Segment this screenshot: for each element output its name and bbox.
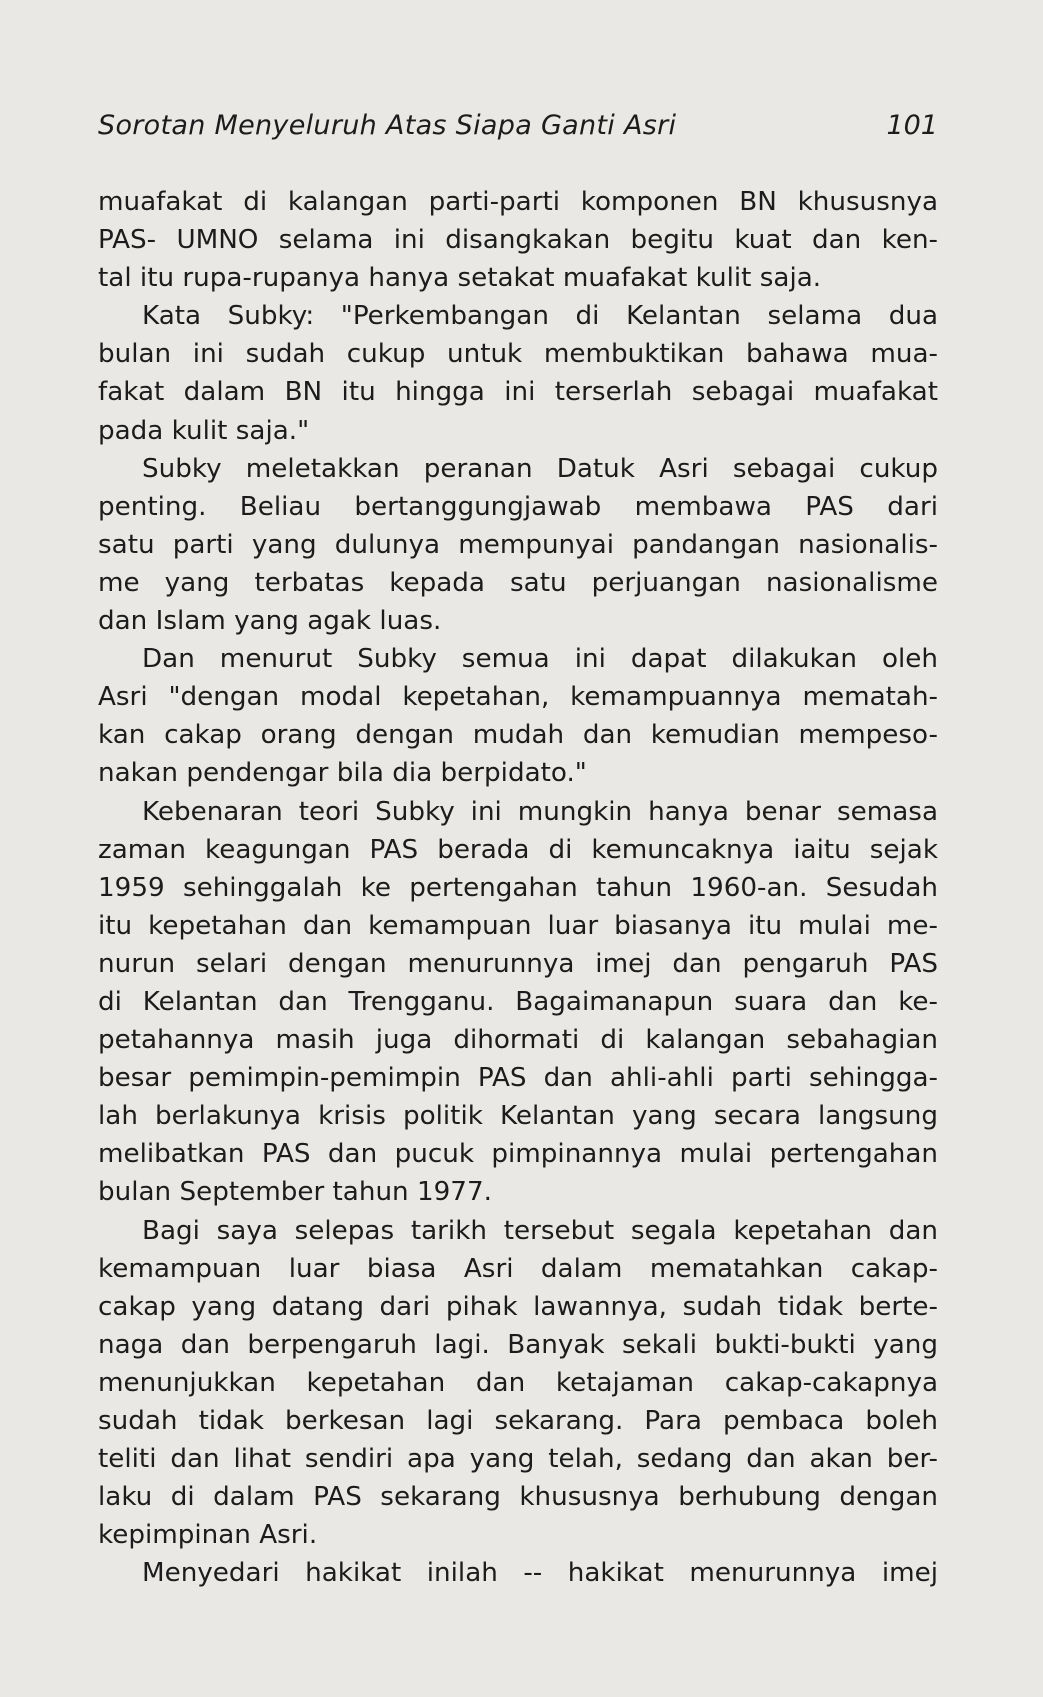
text-line: Menyedari hakikat inilah -- hakikat menurunnya imej: [142, 1558, 938, 1589]
text-line: me yang terbatas kepada satu perjuangan nasionalisme: [98, 567, 938, 598]
page-number: 101: [886, 110, 938, 141]
text-line: bulan September tahun 1977.: [98, 1177, 492, 1208]
text-line: Kebenaran teori Subky ini mungkin hanya benar semasa: [142, 796, 938, 827]
text-line: besar pemimpin-pemimpin PAS dan ahli-ahli parti sehingga-: [98, 1063, 938, 1094]
text-line: PAS- UMNO selama ini disangkakan begitu kuat dan ken-: [98, 225, 938, 256]
text-line: laku di dalam PAS sekarang khususnya berhubung dengan: [98, 1482, 938, 1513]
text-line: Asri "dengan modal kepetahan, kemampuannya mematah-: [98, 682, 938, 713]
running-title: Sorotan Menyeluruh Atas Siapa Ganti Asri: [98, 110, 677, 141]
text-line: kepimpinan Asri.: [98, 1520, 318, 1551]
text-line: bulan ini sudah cukup untuk membuktikan bahawa mua-: [98, 339, 938, 370]
text-line: nurun selari dengan menurunnya imej dan pengaruh PAS: [98, 948, 938, 979]
text-line: fakat dalam BN itu hingga ini terserlah sebagai muafakat: [98, 377, 938, 408]
text-line: melibatkan PAS dan pucuk pimpinannya mulai pertengahan: [98, 1139, 938, 1170]
text-line: petahannya masih juga dihormati di kalangan sebahagian: [98, 1025, 938, 1056]
text-line: kemampuan luar biasa Asri dalam mematahkan cakap-: [98, 1253, 938, 1284]
text-line: teliti dan lihat sendiri apa yang telah, sedang dan akan ber-: [98, 1444, 938, 1475]
text-line: menunjukkan kepetahan dan ketajaman cakap-cakapnya: [98, 1367, 938, 1398]
text-line: Subky meletakkan peranan Datuk Asri sebagai cukup: [142, 453, 938, 484]
text-line: 1959 sehinggalah ke pertengahan tahun 1960-an. Sesudah: [98, 872, 938, 903]
text-line: dan Islam yang agak luas.: [98, 606, 442, 637]
text-line: cakap yang datang dari pihak lawannya, sudah tidak berte-: [98, 1291, 938, 1322]
text-line: pada kulit saja.": [98, 415, 310, 446]
text-line: muafakat di kalangan parti-parti komponen BN khususnya: [98, 187, 938, 217]
text-line: Bagi saya selepas tarikh tersebut segala kepetahan dan: [142, 1215, 938, 1246]
text-line: satu parti yang dulunya mempunyai pandangan nasionalis-: [98, 529, 938, 560]
text-line: nakan pendengar bila dia berpidato.": [98, 758, 587, 789]
text-line: penting. Beliau bertanggungjawab membawa PAS dari: [98, 491, 938, 522]
body-text: [98, 183, 938, 1592]
text-line: zaman keagungan PAS berada di kemuncaknya iaitu sejak: [98, 834, 938, 865]
text-line: di Kelantan dan Trengganu. Bagaimanapun suara dan ke-: [98, 986, 938, 1017]
text-line: naga dan berpengaruh lagi. Banyak sekali bukti-bukti yang: [98, 1329, 938, 1360]
text-line: lah berlakunya krisis politik Kelantan yang secara langsung: [98, 1101, 938, 1132]
text-line: Dan menurut Subky semua ini dapat dilakukan oleh: [142, 644, 938, 675]
text-line: itu kepetahan dan kemampuan luar biasanya itu mulai me-: [98, 910, 938, 941]
text-line: Kata Subky: "Perkembangan di Kelantan selama dua: [142, 301, 938, 332]
page-header: [98, 110, 938, 150]
text-line: kan cakap orang dengan mudah dan kemudian mempeso-: [98, 720, 938, 751]
text-line: tal itu rupa-rupanya hanya setakat muafakat kulit saja.: [98, 263, 822, 294]
text-line: sudah tidak berkesan lagi sekarang. Para pembaca boleh: [98, 1406, 938, 1436]
